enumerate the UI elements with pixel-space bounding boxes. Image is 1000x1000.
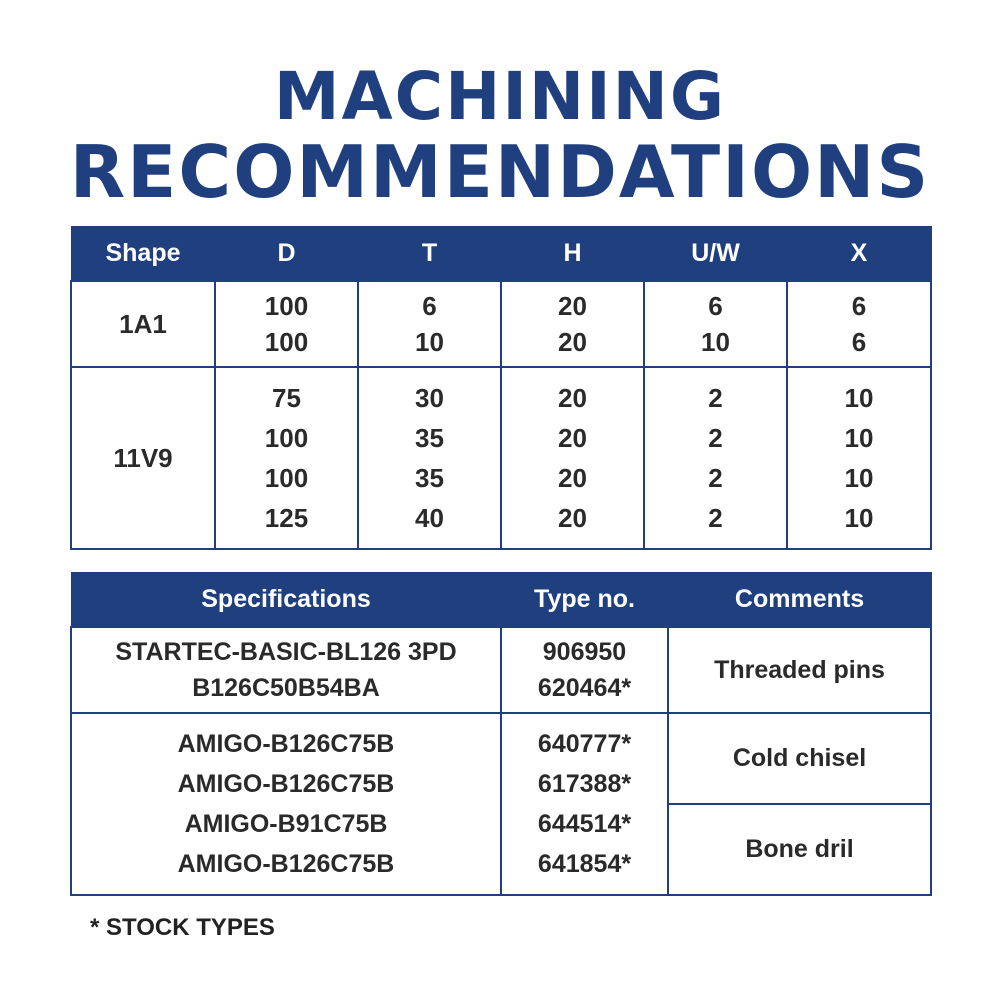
type-value: 641854*: [537, 850, 632, 878]
uw-value: 2: [708, 503, 723, 533]
d-value: 125: [264, 503, 309, 533]
type-cell: [501, 627, 668, 713]
d-value: 75: [272, 383, 301, 413]
x-value: 6: [851, 327, 867, 357]
uw-value: 10: [701, 327, 730, 357]
header-uw: U/W: [644, 226, 787, 281]
h-value: 20: [558, 503, 587, 533]
uw-cell: [644, 367, 787, 549]
h-value: 20: [558, 291, 587, 321]
spec-value: STARTEC-BASIC-BL126 3PD: [115, 638, 457, 666]
t-value: 30: [415, 383, 444, 413]
x-value: 10: [844, 383, 874, 413]
type-value: 644514*: [537, 810, 632, 838]
x-cell: [787, 367, 931, 549]
header-comments: Comments: [668, 572, 931, 627]
comment-cell: [668, 804, 931, 895]
table-row: [71, 627, 931, 713]
t-value: 40: [415, 503, 444, 533]
d-cell: [215, 367, 358, 549]
comment-cell: [668, 713, 931, 804]
table-row: [71, 713, 931, 804]
type-value: 617388*: [537, 770, 632, 798]
dimensions-table: [70, 226, 932, 550]
t-value: 10: [415, 327, 444, 357]
table-row: [71, 281, 931, 367]
spec-value: AMIGO-B126C75B: [177, 730, 395, 758]
x-value: 10: [844, 423, 874, 453]
dimensions-header-row: [71, 226, 931, 281]
t-value: 6: [422, 291, 437, 321]
d-value: 100: [264, 327, 309, 357]
table-row: [71, 367, 931, 549]
h-cell: [501, 367, 644, 549]
t-cell: [358, 281, 501, 367]
x-value: 10: [844, 463, 874, 493]
header-x: X: [787, 226, 931, 281]
title-line-2: RECOMMENDATIONS: [69, 130, 931, 214]
uw-value: 6: [708, 291, 723, 321]
type-value: 620464*: [537, 674, 632, 702]
header-specifications: Specifications: [71, 572, 501, 627]
shape-value: 11V9: [113, 443, 173, 473]
t-cell: [358, 367, 501, 549]
header-h: H: [501, 226, 644, 281]
x-value: 10: [844, 503, 874, 533]
spec-cell: [71, 713, 501, 895]
comment-cell: [668, 627, 931, 713]
spec-value: AMIGO-B126C75B: [177, 850, 395, 878]
h-value: 20: [558, 383, 587, 413]
specifications-header-row: [71, 572, 931, 627]
d-value: 100: [264, 423, 309, 453]
uw-value: 2: [708, 463, 723, 493]
d-cell: [215, 281, 358, 367]
header-shape: Shape: [71, 226, 215, 281]
uw-value: 2: [708, 383, 723, 413]
h-value: 20: [558, 423, 587, 453]
uw-value: 2: [708, 423, 723, 453]
footnote: * STOCK TYPES: [90, 914, 275, 941]
spec-value: AMIGO-B126C75B: [177, 770, 395, 798]
h-value: 20: [558, 463, 587, 493]
shape-cell: [71, 367, 215, 549]
x-cell: [787, 281, 931, 367]
header-d: D: [215, 226, 358, 281]
type-value: 906950: [542, 638, 627, 666]
spec-cell: [71, 627, 501, 713]
d-value: 100: [264, 463, 309, 493]
spec-value: B126C50B54BA: [192, 674, 380, 702]
shape-value: 1A1: [119, 309, 167, 339]
t-value: 35: [415, 463, 444, 493]
comment-value: Threaded pins: [714, 656, 885, 684]
comment-value: Cold chisel: [732, 744, 867, 772]
uw-cell: [644, 281, 787, 367]
shape-cell: [71, 281, 215, 367]
type-value: 640777*: [537, 730, 632, 758]
h-cell: [501, 281, 644, 367]
title-line-1: MACHINING: [273, 58, 727, 135]
header-type-no: Type no.: [501, 572, 668, 627]
comment-value: Bone dril: [745, 835, 854, 863]
h-value: 20: [558, 327, 587, 357]
x-value: 6: [851, 291, 867, 321]
specifications-table: [70, 572, 932, 896]
header-t: T: [358, 226, 501, 281]
t-value: 35: [415, 423, 444, 453]
spec-value: AMIGO-B91C75B: [184, 810, 388, 838]
d-value: 100: [264, 291, 309, 321]
type-cell: [501, 713, 668, 895]
